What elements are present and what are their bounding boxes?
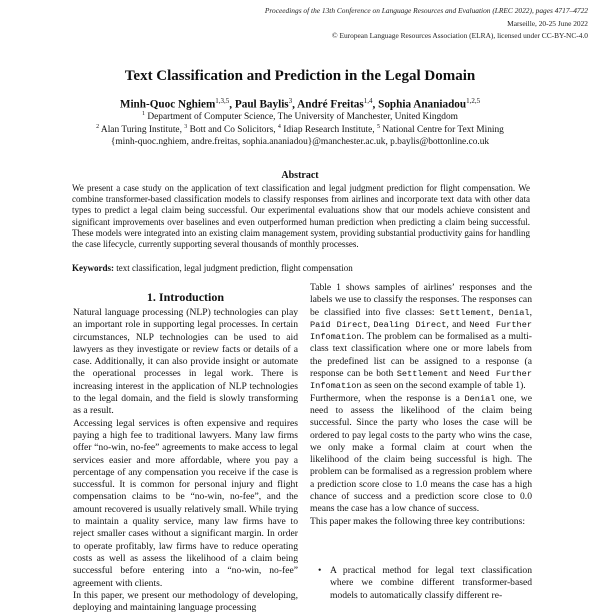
class-label: Denial	[498, 307, 530, 318]
body-text: , and	[446, 318, 470, 330]
left-column	[73, 307, 298, 614]
keywords-label: Keywords:	[72, 263, 114, 273]
author-name: Minh-Quoc Nghiem	[119, 98, 216, 111]
author-name: Paul Baylis	[234, 98, 289, 111]
body-text: Table 1 shows samples of airlines’ responses and the labels we use to classify the responses. The responses can be classified into five classes:	[310, 282, 532, 318]
affiliation-text: Department of Computer Science, The University of Manchester, United Kingdom	[145, 112, 458, 123]
intro-paragraph-2: Accessing legal services is often expensive and requires paying a high fee to traditional lawyers. Many law firms offer “no-win, no-fee” agreements to make access to legal services easier and more affordable, where you pay a percentage of any compensation you receive if the case is successful. It is common for personal injury and flight compensation claims to be “no-win, no-fee”, and the amount recovered is usually relatively small. While trying to maintain a quality service, many law firms have to reject smaller cases without a significant margin. In order to operate profitably, law firms have to reduce operating costs as well as assess the likelihood of a claim being successful before entering into a “no-win, no-fee” agreement with clients.	[73, 417, 298, 589]
contribution-bullet-1	[318, 565, 532, 602]
bullet-dot: •	[318, 565, 322, 576]
affiliation-line-2	[0, 124, 600, 135]
proceedings-citation: Proceedings of the 13th Conference on Language Resources and Evaluation (LREC 2022), pages 4717–4722	[264, 6, 588, 15]
abstract-heading: Abstract	[281, 170, 319, 181]
author-list	[0, 97, 600, 111]
author-name: Sophia Ananiadou	[378, 98, 467, 111]
affiliation-mark: 5	[376, 124, 380, 130]
author-affiliation-marks: 1,4	[363, 97, 373, 105]
body-text: one, we need to assess the likelihood of the claim being successful. Since the party who loses the case will be ordered to pay legal costs to the party who wins the case, we only make a formal claim at court when the likelihood of the claim being successful is high. The problem can be formalised as a regression problem where a prediction score close to 1.0 means the case has a high chance of success and a prediction score close to 0.0 means the case has a low chance of success.	[310, 392, 532, 515]
class-label: Denial	[464, 393, 496, 404]
affiliation-mark: 4	[277, 124, 281, 130]
body-text: Furthermore, when the response is a	[310, 392, 465, 404]
keywords-line	[72, 263, 532, 273]
section-heading-introduction: 1. Introduction	[146, 290, 225, 304]
affiliation-text: Alan Turing Institute,	[99, 125, 185, 136]
class-label: Need Further Infomation	[310, 369, 532, 392]
affiliation-text: Idiap Research Institute,	[280, 125, 377, 136]
body-text: ,	[491, 306, 499, 318]
affiliation-mark: 2	[96, 124, 100, 130]
abstract-body: We present a case study on the application of text classification and legal judgment prediction for flight compensation. We combine transformer-based classification models to classify responses from airlines and incorporate text data with other data types to predict a legal claim being successful. Our experimental evaluations show that our models achieve consistent and significant improvements over baselines and even outperformed human prediction when predicting a claim being successful. These models were integrated into an existing claim management system, providing substantial productivity gains for handling the case lifecycle, currently supporting several thousands of monthly processes.	[72, 183, 530, 250]
affiliation-mark: 3	[184, 124, 188, 130]
copyright-license: © European Language Resources Association (ELRA), licensed under CC-BY-NC-4.0	[331, 31, 588, 40]
author-emails: {minh-quoc.nghiem, andre.freitas, sophia.ananiadou}@manchester.ac.uk, p.baylis@bottonline.co.uk	[110, 137, 490, 147]
body-text: . The problem can be formalised as a multi-class text classification where one or more labels from the predefined list can be assigned to a response (a response can be both	[310, 331, 532, 380]
class-label: Dealing Direct	[373, 319, 447, 330]
conference-location-date: Marseille, 20-25 June 2022	[507, 19, 588, 28]
paper-title: Text Classification and Prediction in the Legal Domain	[124, 68, 476, 84]
body-text: as seen on the second example of table 1).	[361, 380, 526, 392]
class-label: Need Further Infomation	[310, 319, 533, 343]
body-text: ,	[529, 306, 532, 318]
body-text: ,	[367, 318, 374, 330]
author-affiliation-marks: 1,2,5	[466, 97, 481, 105]
intro-paragraph-1: Natural language processing (NLP) technologies can play an important role in supporting legal processes. In certain circumstances, NLP technologies can be used to aid lawyers as they investigate or review facts or details of a case. Additionally, it can also provide insight or automate the operational processes in legal work. There is increasing interest in the application of NLP technologies to the legal domain, and the field is slowly transforming as a result.	[73, 307, 298, 417]
right-column	[310, 282, 532, 528]
author-separator: ,	[229, 98, 235, 111]
right-paragraph-3: This paper makes the following three key contributions:	[310, 515, 526, 527]
affiliation-text: Bott and Co Solicitors,	[187, 125, 278, 136]
affiliation-mark: 1	[142, 111, 146, 117]
intro-paragraph-3: In this paper, we present our methodology of developing, deploying and maintaining language processing	[73, 589, 298, 614]
right-paragraph-2	[310, 393, 532, 516]
affiliation-line-1	[0, 111, 600, 122]
class-label: Paid Direct	[310, 319, 368, 330]
body-text: and	[448, 368, 470, 380]
author-name: André Freitas	[297, 98, 364, 111]
class-label: Settlement	[396, 369, 449, 380]
author-separator: ,	[292, 98, 298, 111]
affiliation-text: National Centre for Text Mining	[379, 125, 504, 136]
author-affiliation-marks: 3	[288, 97, 293, 105]
bullet-text: A practical method for legal text classification where we combine different transformer-based models to automatically classify different re-	[330, 565, 532, 601]
author-separator: ,	[372, 98, 379, 111]
class-label: Settlement	[439, 307, 492, 318]
author-affiliation-marks: 1,3,5	[215, 97, 230, 105]
right-paragraph-1	[310, 282, 532, 393]
keywords-text: text classification, legal judgment prediction, flight compensation	[114, 263, 353, 273]
